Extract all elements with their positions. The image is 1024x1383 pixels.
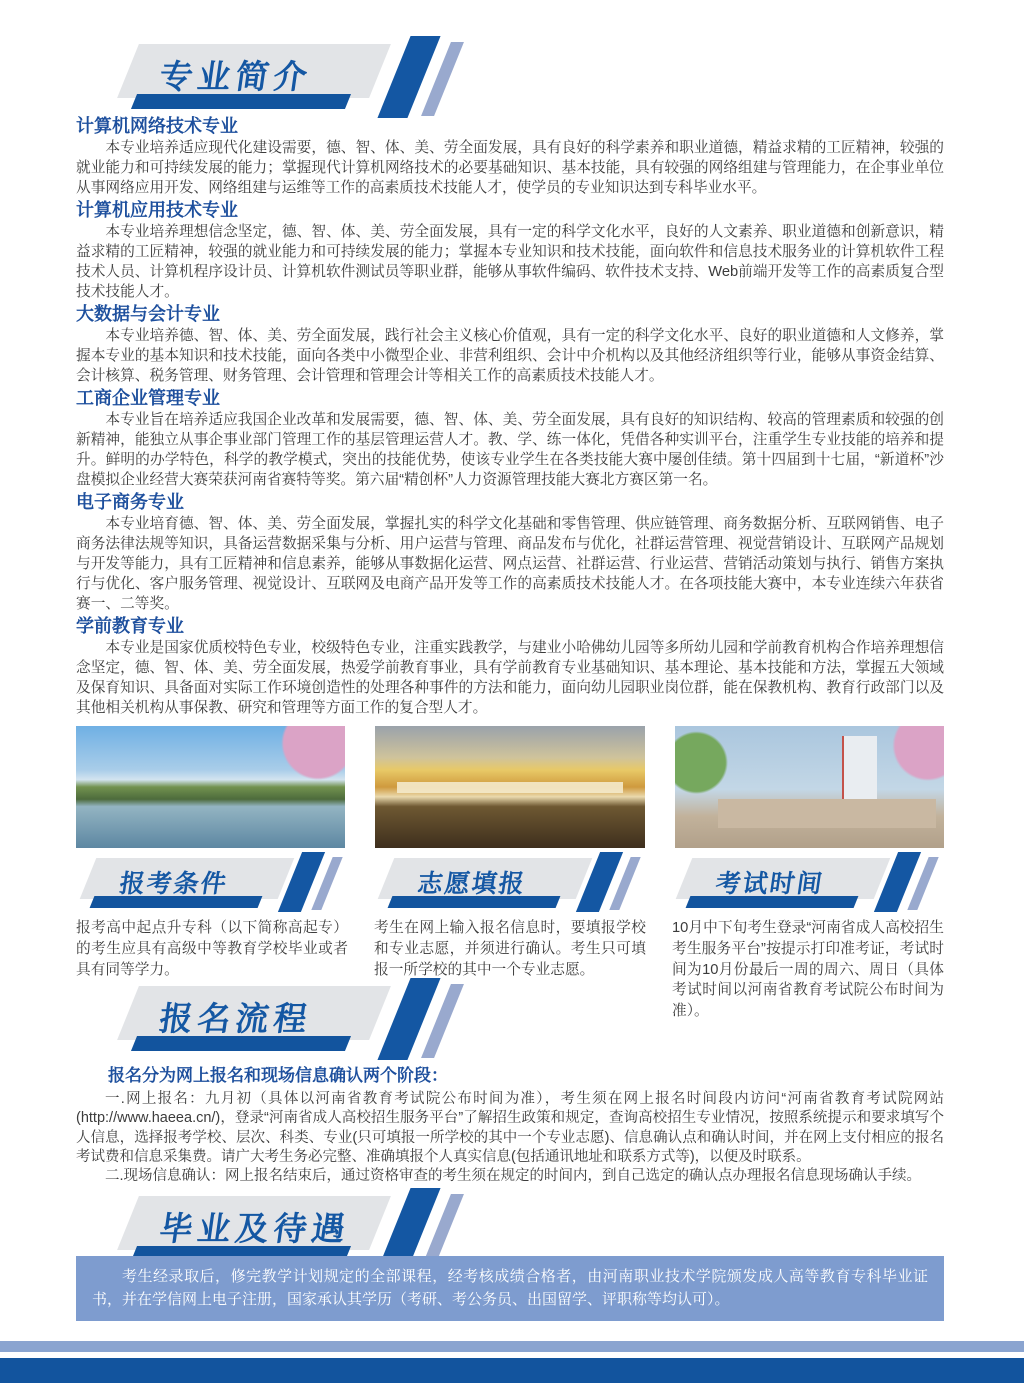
registration-step-online: 一.网上报名：九月初（具体以河南省教育考试院公布时间为准），考生须在网上报名时间段内访问“河南省教育考试院网站(http://www.haeea.cn/)，登录“河南省成人高校招生服务平台”了解招生政策和规定，查询高校招生专业情况，按照系统提示和要求填写个人信息，选择报考学校、层次、科类、专业(只可填报一所学校的其中一个专业志愿)、信息确认点和确认时间，并在网上支付相应的报名考试费和信息采集费。请广大考生务必完整、准确填报个人真实信息(包括通讯地址和联系方式等)，以便及时联系。 <box>76 1090 944 1165</box>
major-title: 电子商务专业 <box>76 492 184 512</box>
major-body: 本专业培养德、智、体、美、劳全面发展，践行社会主义核心价值观，具有一定的科学文化水平、良好的职业道德和人文修养，掌握本专业的基本知识和技术技能，面向各类中小微型企业、非营利组织、会计中介机构以及其他经济组织等行业，能够从事资金结算、会计核算、税务管理、财务管理、会计管理和管理会计等相关工作的高素质技术技能人才。 <box>76 328 944 384</box>
banner-title: 报考条件 <box>117 870 230 898</box>
banner-title: 毕业及待遇 <box>157 1210 353 1248</box>
banner-title: 专业简介 <box>157 58 315 95</box>
campus-stadium-photo <box>375 726 644 848</box>
campus-gate-wall-shape <box>718 799 936 828</box>
graduation-body: 考生经录取后，修完教学计划规定的全部课程，经考核成绩合格者，由河南职业技术学院颁发成人高等教育专科毕业证书，并在学信网上电子注册，国家承认其学历（考研、考公务员、出国留学、评职称等均认可）。 <box>92 1268 928 1309</box>
major-body: 本专业培养理想信念坚定，德、智、体、美、劳全面发展，具有一定的科学文化水平，良好的人文素养、职业道德和创新意识，精益求精的工匠精神，较强的就业能力和可持续发展的能力；掌握本专业知识和技术技能，面向软件和信息技术服务业的计算机软件工程技术人员、计算机程序设计员、计算机软件测试员等职业群，能够从事软件编码、软件技术支持、Web前端开发等工作的高素质复合型技术技能人才。 <box>76 224 944 300</box>
column-body: 10月中下旬考生登录“河南省成人高校招生考生服务平台”按提示打印准考证，考试时间为10月份最后一周的周六、周日（具体考试时间以河南省教育考试院公布时间为准）。 <box>672 920 944 1020</box>
stadium-stand-shape <box>397 782 623 793</box>
content-area <box>0 44 1024 1321</box>
banner-volunteer-filling <box>374 858 646 908</box>
banner-title: 报名流程 <box>157 999 315 1037</box>
major-title: 计算机网络技术专业 <box>76 116 238 136</box>
major-section-computer-app <box>76 198 944 302</box>
major-body: 本专业培育德、智、体、美、劳全面发展，掌握扎实的科学文化基础和零售管理、供应链管理、商务数据分析、互联网销售、电子商务法律法规等知识，具备运营数据采集与分析、用户运营与管理、商品发布与优化，社群运营管理、视觉营销设计、互联网产品规划与开发等能力，具有工匠精神和信息素养，能够从事数据化运营、网点运营、社群运营、行业运营、营销活动策划与执行、销售方案执行与优化、客户服务管理、视觉设计、互联网及电商产品开发等工作的高素质技术技能人才。在各项技能大赛中，本专业连续六年获省赛一、二等奖。 <box>76 516 944 612</box>
banner-exam-requirements <box>76 858 348 908</box>
major-section-ecommerce <box>76 490 944 614</box>
campus-gate-photo <box>675 726 944 848</box>
major-body: 本专业是国家优质校特色专业，校级特色专业，注重实践教学，与建业小哈佛幼儿园等多所幼儿园和学前教育机构合作培养理想信念坚定，德、智、体、美、劳全面发展，热爱学前教育事业，具有学前教育专业基础知识、基本理论、基本技能和方法，掌握五大领域及保育知识、具备面对实际工作环境创造性的处理各种事件的方法和能力，面向幼儿园职业岗位群，能在保教机构、教育行政部门以及其他相关机构从事保教、研究和管理等方面工作的复合型人才。 <box>76 640 944 716</box>
column-body: 考生在网上输入报名信息时，要填报学校和专业志愿，并须进行确认。考生只可填报一所学校的其中一个专业志愿。 <box>374 920 646 978</box>
major-title: 学前教育专业 <box>76 616 184 636</box>
major-title: 计算机应用技术专业 <box>76 200 238 220</box>
footer-dark-bar <box>0 1358 1024 1383</box>
banner-title: 考试时间 <box>713 870 826 898</box>
banner-registration-process <box>98 986 658 1050</box>
major-title: 大数据与会计专业 <box>76 304 220 324</box>
major-section-bigdata-accounting <box>76 302 944 386</box>
banner-major-intro <box>98 44 944 108</box>
campus-photos-row <box>76 726 944 848</box>
banner-title: 志愿填报 <box>415 870 528 898</box>
major-section-network <box>76 114 944 198</box>
footer-light-bar <box>0 1341 1024 1352</box>
major-section-business-mgmt <box>76 386 944 490</box>
major-title: 工商企业管理专业 <box>76 388 220 408</box>
major-body: 本专业旨在培养适应我国企业改革和发展需要，德、智、体、美、劳全面发展，具有良好的知识结构、较高的管理素质和较强的创新精神，能独立从事企事业部门管理工作的基层管理运营人才。教、学、练一体化，凭借各种实训平台，注重学生专业技能的培养和提升。鲜明的办学特色，科学的教学模式，突出的技能优势，使该专业学生在各类技能大赛中屡创佳绩。第十四届到十七届，“新道杯”沙盘模拟企业经营大赛荣获河南省赛特等奖。第六届“精创杯”人力资源管理技能大赛北方赛区第一名。 <box>76 412 944 488</box>
registration-step-onsite: 二.现场信息确认：网上报名结束后，通过资格审查的考生须在规定的时间内，到自己选定的确认点办理报名信息现场确认手续。 <box>105 1168 922 1185</box>
registration-lead-line: 报名分为网上报名和现场信息确认两个阶段： <box>108 1065 448 1085</box>
column-exam-time <box>672 858 944 1022</box>
graduation-info-box <box>76 1256 944 1321</box>
banner-graduation <box>98 1196 944 1260</box>
column-body: 报考高中起点升专科（以下简称高起专）的考生应具有高级中等教育学校毕业或者具有同等学力。 <box>76 920 348 978</box>
major-section-preschool-edu <box>76 614 944 718</box>
campus-lake-photo <box>76 726 345 848</box>
banner-exam-time <box>672 858 944 908</box>
major-body: 本专业培养适应现代化建设需要，德、智、体、美、劳全面发展，具有良好的科学素养和职业道德，精益求精的工匠精神，较强的就业能力和可持续发展的能力；掌握现代计算机网络技术的必要基础知识、基本技能，具有较强的网络组建与管理能力，在企事业单位从事网络应用开发、网络组建与运维等工作的高素质技术技能人才，使学员的专业知识达到专科毕业水平。 <box>76 140 944 196</box>
